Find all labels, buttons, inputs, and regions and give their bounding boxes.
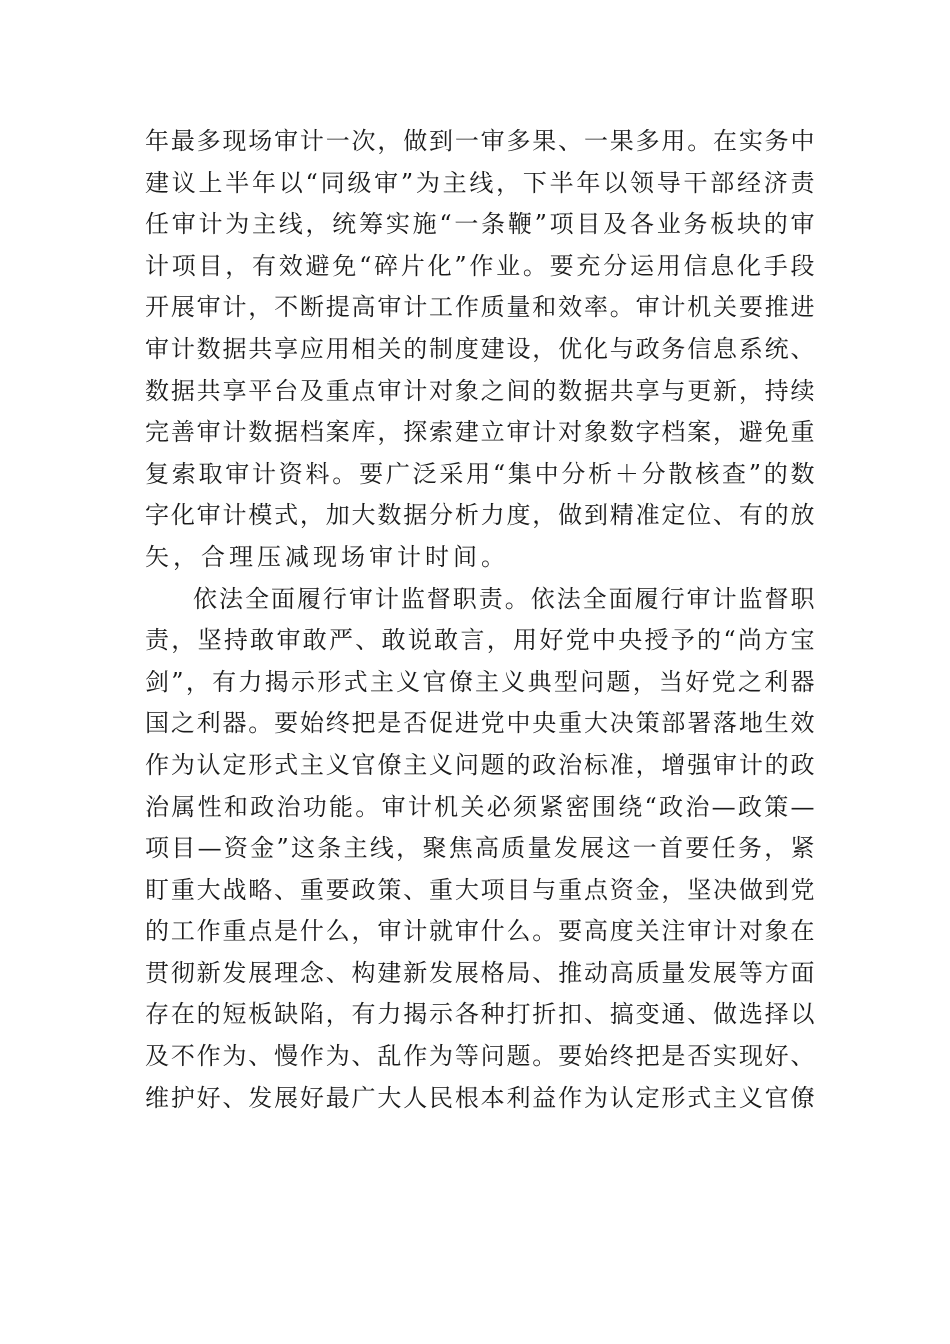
text-line: 字化审计模式，加大数据分析力度，做到精准定位、有的放 [145,501,815,530]
text-line: 数据共享平台及重点审计对象之间的数据共享与更新，持续 [145,376,815,405]
text-line: 开展审计，不断提高审计工作质量和效率。审计机关要推进 [145,293,815,322]
text-line: 及不作为、慢作为、乱作为等问题。要始终把是否实现好、 [145,1042,815,1071]
text-line: 复索取审计资料。要广泛采用“集中分析＋分散核查”的数 [145,459,815,488]
text-line: 计项目，有效避免“碎片化”作业。要充分运用信息化手段 [145,251,815,280]
paragraph-2 [145,579,815,1120]
document-body [145,121,815,1119]
text-line: 国之利器。要始终把是否促进党中央重大决策部署落地生效 [145,709,815,738]
text-line: 完善审计数据档案库，探索建立审计对象数字档案，避免重 [145,418,815,447]
text-line: 贯彻新发展理念、构建新发展格局、推动高质量发展等方面 [145,958,815,987]
text-line: 年最多现场审计一次，做到一审多果、一果多用。在实务中 [145,127,815,155]
text-line: 建议上半年以“同级审”为主线，下半年以领导干部经济责 [145,168,815,197]
text-line: 依法全面履行审计监督职责。依法全面履行审计监督职 [193,584,815,613]
text-line: 盯重大战略、重要政策、重大项目与重点资金，坚决做到党 [145,875,815,904]
text-line: 存在的短板缺陷，有力揭示各种打折扣、搞变通、做选择以 [145,1000,815,1029]
text-line: 剑”，有力揭示形式主义官僚主义典型问题，当好党之利器 [145,667,815,696]
paragraph-1 [145,121,815,579]
text-line: 审计数据共享应用相关的制度建设，优化与政务信息系统、 [145,334,815,363]
text-line: 维护好、发展好最广大人民根本利益作为认定形式主义官僚 [145,1083,815,1112]
text-line: 责，坚持敢审敢严、敢说敢言，用好党中央授予的“尚方宝 [145,626,815,655]
text-line: 作为认定形式主义官僚主义问题的政治标准，增强审计的政 [145,750,815,779]
text-line: 项目—资金”这条主线，聚焦高质量发展这一首要任务，紧 [145,834,815,863]
text-line: 任审计为主线，统筹实施“一条鞭”项目及各业务板块的审 [145,210,815,239]
text-line: 矢，合理压减现场审计时间。 [145,542,509,571]
text-line: 的工作重点是什么，审计就审什么。要高度关注审计对象在 [145,917,815,946]
text-line: 治属性和政治功能。审计机关必须紧密围绕“政治—政策— [145,792,815,821]
